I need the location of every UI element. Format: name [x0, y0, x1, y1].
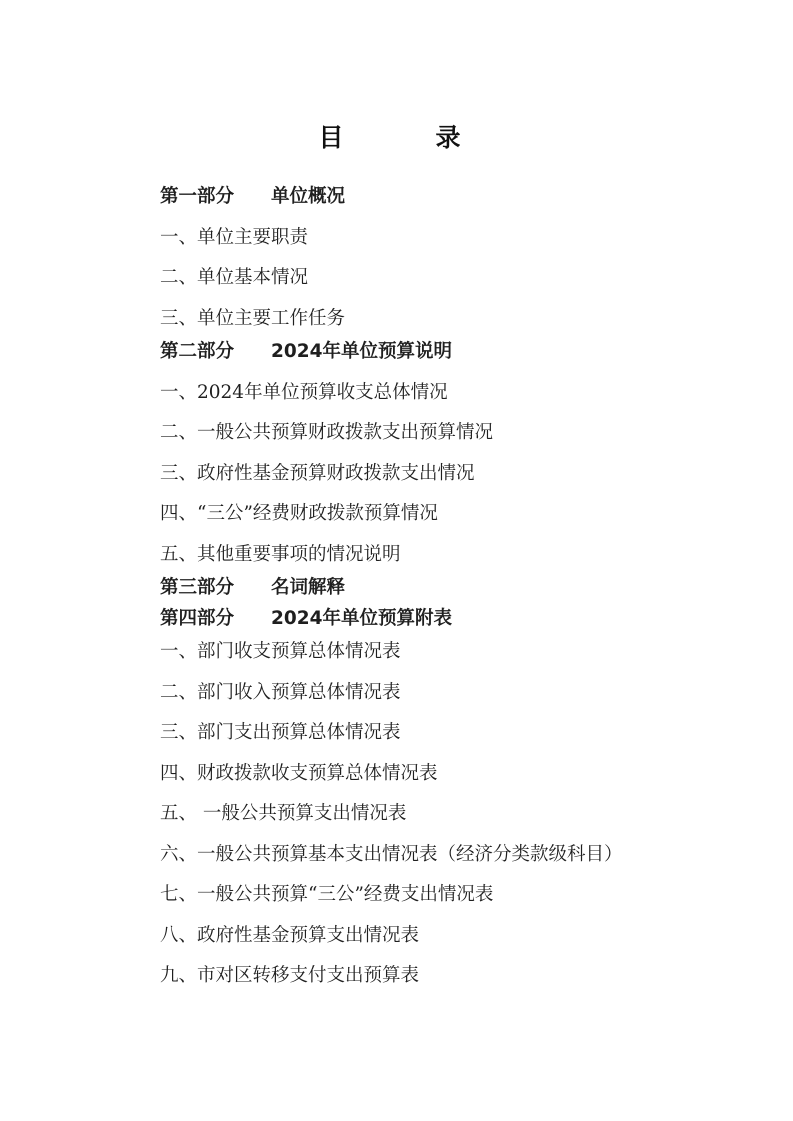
toc-entry-1-1[interactable]: 一、单位主要职责: [160, 226, 309, 248]
toc-entry-4-1[interactable]: 一、部门收支预算总体情况表: [160, 641, 401, 662]
toc-entry-4-9[interactable]: 九、市对区转移支付支出预算表: [160, 965, 420, 986]
page-title: 目 录: [318, 123, 475, 152]
table-of-contents: [0, 188, 793, 986]
toc-entry-2-1[interactable]: 一、2024年单位预算收支总体情况: [160, 381, 448, 403]
toc-entry-part-2[interactable]: 第二部分 2024年单位预算说明: [160, 341, 452, 362]
toc-entry-2-4[interactable]: 四、“三公”经费财政拨款预算情况: [160, 503, 438, 524]
toc-entry-1-3[interactable]: 三、单位主要工作任务: [160, 307, 346, 329]
toc-entry-2-2[interactable]: 二、一般公共预算财政拨款支出预算情况: [160, 422, 494, 443]
toc-entry-part-3[interactable]: 第三部分 名词解释: [160, 577, 346, 598]
toc-entry-4-5[interactable]: 五、 一般公共预算支出情况表: [160, 803, 407, 824]
toc-entry-part-4[interactable]: 第四部分 2024年单位预算附表: [160, 607, 452, 629]
toc-entry-1-2[interactable]: 二、单位基本情况: [160, 267, 309, 288]
toc-entry-4-7[interactable]: 七、一般公共预算“三公”经费支出情况表: [160, 884, 494, 905]
toc-entry-4-6[interactable]: 六、一般公共预算基本支出情况表（经济分类款级科目）: [160, 843, 623, 865]
toc-entry-4-3[interactable]: 三、部门支出预算总体情况表: [160, 722, 401, 743]
toc-entry-4-4[interactable]: 四、财政拨款收支预算总体情况表: [160, 762, 438, 784]
toc-entry-4-2[interactable]: 二、部门收入预算总体情况表: [160, 681, 401, 703]
toc-entry-4-8[interactable]: 八、政府性基金预算支出情况表: [160, 924, 420, 946]
toc-entry-2-3[interactable]: 三、政府性基金预算财政拨款支出情况: [160, 462, 475, 484]
toc-entry-part-1[interactable]: 第一部分 单位概况: [160, 186, 346, 207]
toc-entry-2-5[interactable]: 五、其他重要事项的情况说明: [160, 543, 401, 565]
